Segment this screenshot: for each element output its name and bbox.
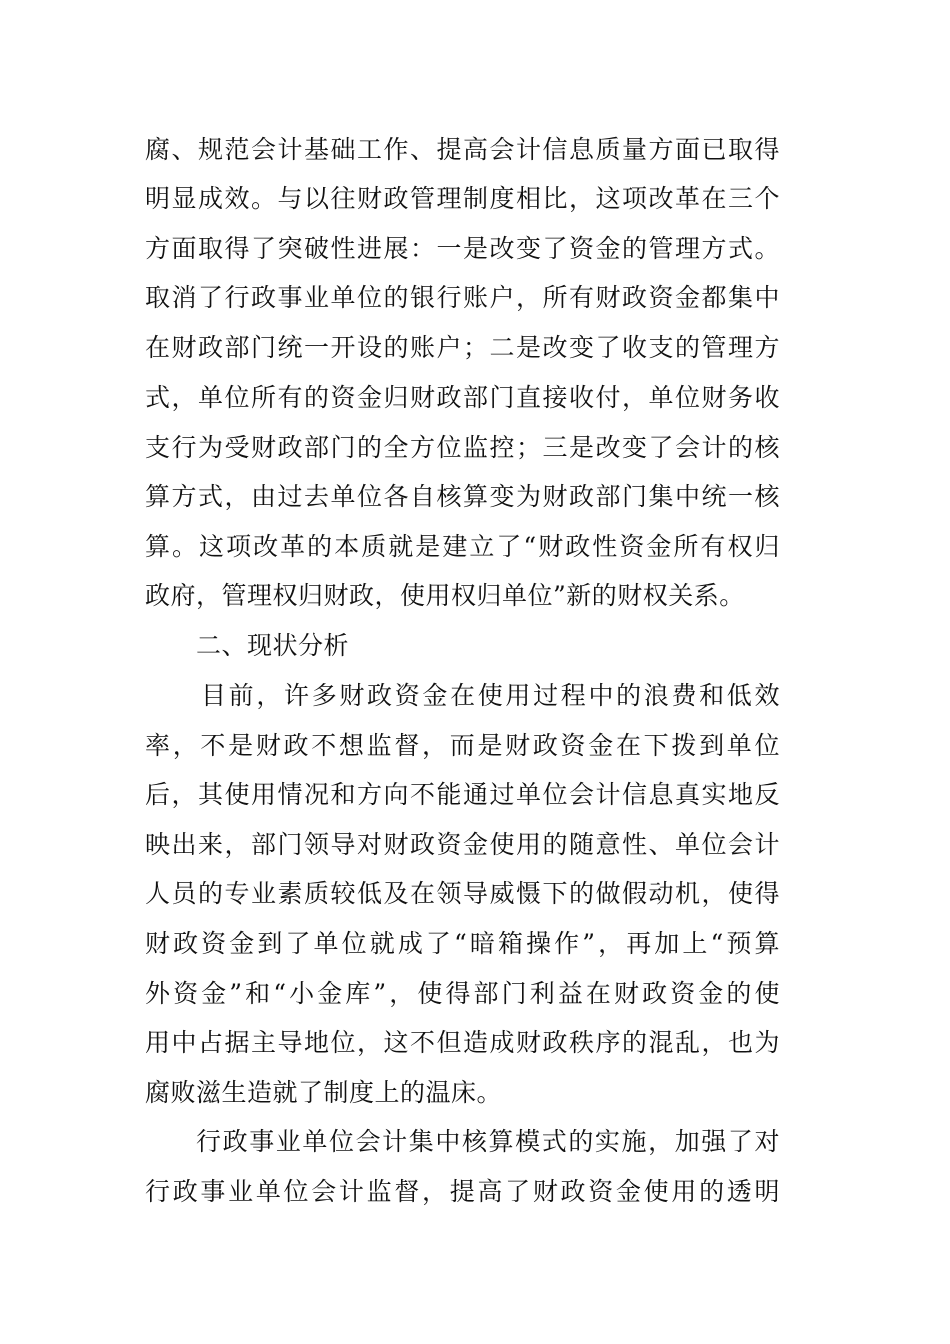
section-heading: 二、现状分析 [196,631,350,660]
text-line: 财政资金到了单位就成了“暗箱操作”，再加上“预算 [145,929,780,958]
text-line: 后，其使用情况和方向不能通过单位会计信息真实地反 [145,780,780,809]
text-line: 外资金”和“小金库”，使得部门利益在财政资金的使 [145,979,780,1008]
text-line: 腐、规范会计基础工作、提高会计信息质量方面已取得 [145,135,780,164]
text-line: 行政事业单位会计监督，提高了财政资金使用的透明 [145,1177,780,1206]
text-line: 支行为受财政部门的全方位监控；三是改变了会计的核 [145,433,780,462]
text-line: 算。这项改革的本质就是建立了“财政性资金所有权归 [145,532,780,561]
text-line: 用中占据主导地位，这不但造成财政秩序的混乱，也为 [145,1028,780,1057]
text-line: 人员的专业素质较低及在领导威慑下的做假动机，使得 [145,879,780,908]
text-line: 腐败滋生造就了制度上的温床。 [145,1078,503,1107]
text-line: 率，不是财政不想监督，而是财政资金在下拨到单位 [145,731,780,760]
text-line: 映出来，部门领导对财政资金使用的随意性、单位会计 [145,830,780,859]
text-line: 目前，许多财政资金在使用过程中的浪费和低效 [201,681,780,710]
text-line: 方面取得了突破性进展：一是改变了资金的管理方式。 [145,234,780,263]
text-line: 式，单位所有的资金归财政部门直接收付，单位财务收 [145,383,780,412]
text-line: 行政事业单位会计集中核算模式的实施，加强了对 [196,1127,780,1156]
text-line: 取消了行政事业单位的银行账户，所有财政资金都集中 [145,283,780,312]
text-line: 明显成效。与以往财政管理制度相比，这项改革在三个 [145,184,780,213]
text-line: 在财政部门统一开设的账户；二是改变了收支的管理方 [145,333,780,362]
text-line: 政府，管理权归财政，使用权归单位”新的财权关系。 [145,581,745,610]
text-line: 算方式，由过去单位各自核算变为财政部门集中统一核 [145,482,780,511]
